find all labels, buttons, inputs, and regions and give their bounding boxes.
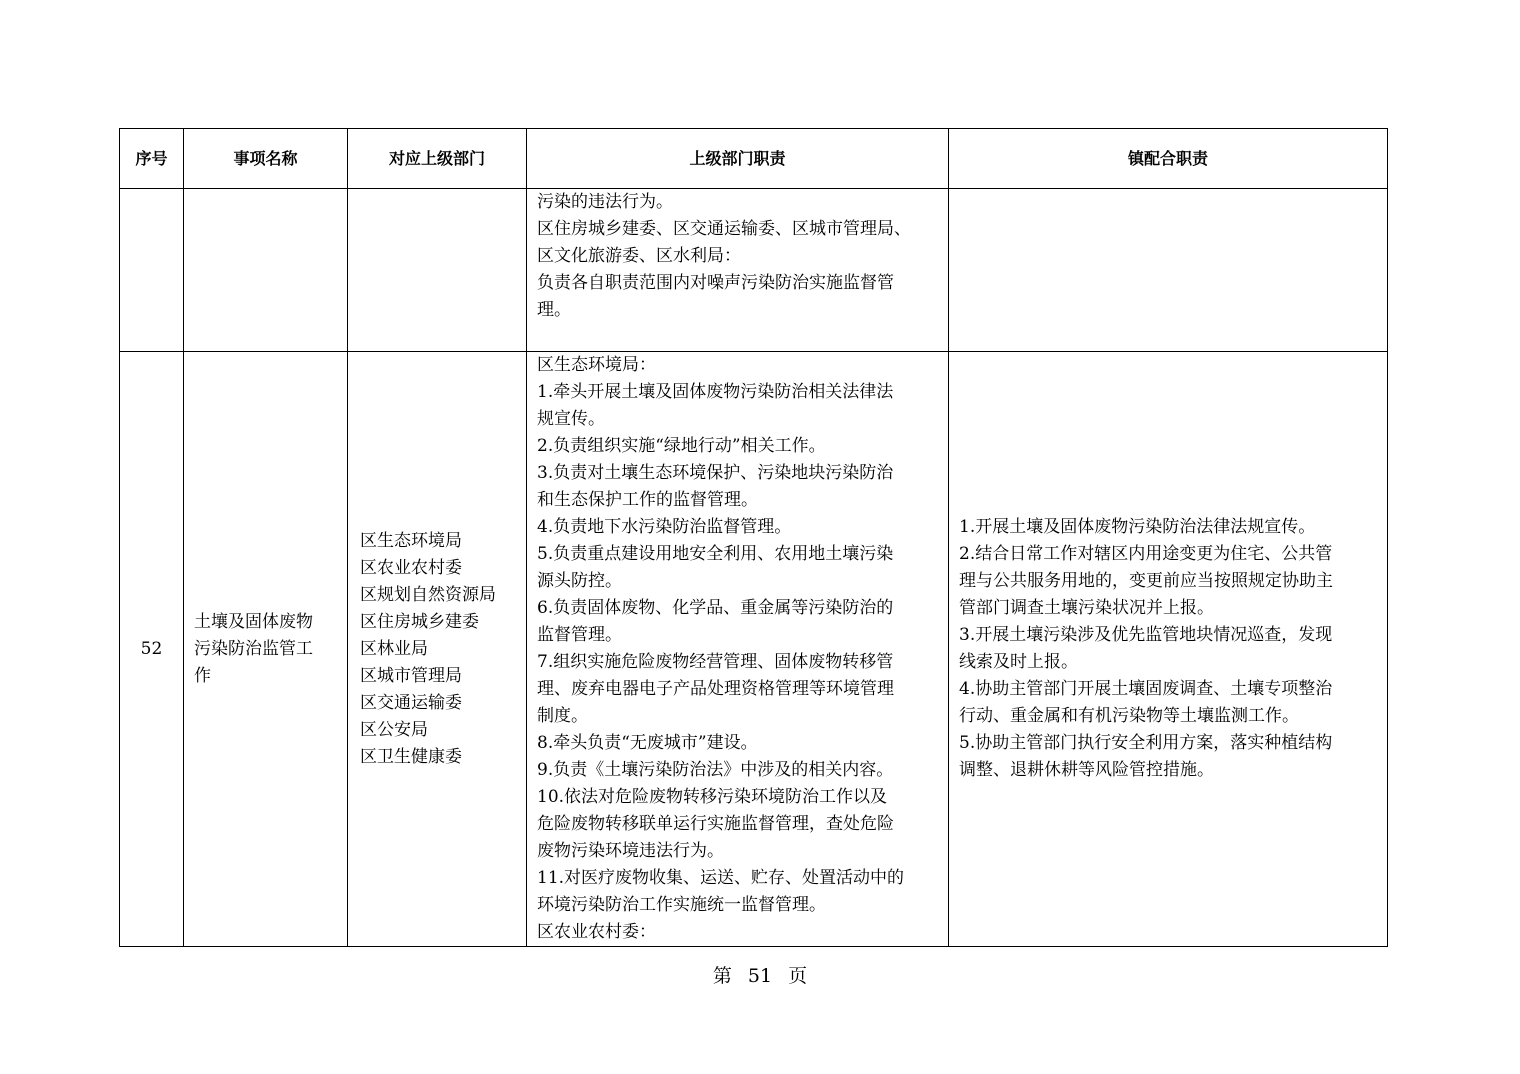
text-line: 2.结合日常工作对辖区内用途变更为住宅、公共管 bbox=[959, 544, 1333, 564]
text-line: 制度。 bbox=[537, 706, 588, 726]
page-suffix: 页 bbox=[788, 965, 808, 987]
header-town-duties: 镇配合职责 bbox=[949, 129, 1388, 189]
header-superior-department: 对应上级部门 bbox=[348, 129, 527, 189]
table-row bbox=[120, 352, 1388, 947]
text-line: 和生态保护工作的监督管理。 bbox=[537, 490, 758, 510]
text-line: 危险废物转移联单运行实施监督管理，查处危险 bbox=[537, 814, 894, 834]
seq-cell: 52 bbox=[120, 352, 184, 947]
page-number: 51 bbox=[747, 965, 773, 987]
text-line: 负责各自职责范围内对噪声污染防治实施监督管 bbox=[537, 273, 894, 293]
text-line: 3.开展土壤污染涉及优先监管地块情况巡查，发现 bbox=[959, 625, 1333, 645]
text-line: 5.负责重点建设用地安全利用、农用地土壤污染 bbox=[537, 544, 894, 564]
text-line: 区农业农村委： bbox=[537, 922, 656, 942]
town-duties-lines bbox=[949, 514, 1387, 784]
text-line: 区农业农村委 bbox=[360, 557, 462, 578]
text-line: 区公安局 bbox=[360, 719, 428, 740]
text-line: 9.负责《土壤污染防治法》中涉及的相关内容。 bbox=[537, 760, 894, 780]
item-name-cell bbox=[184, 352, 348, 947]
text-line: 废物污染环境违法行为。 bbox=[537, 841, 724, 861]
text-line: 污染的违法行为。 bbox=[537, 192, 673, 212]
text-line: 1.牵头开展土壤及固体废物污染防治相关法律法 bbox=[537, 382, 894, 402]
text-line: 环境污染防治工作实施统一监督管理。 bbox=[537, 895, 826, 915]
text-line: 土壤及固体废物 bbox=[194, 611, 313, 632]
text-line: 10.依法对危险废物转移污染环境防治工作以及 bbox=[537, 787, 888, 807]
duty-table bbox=[119, 128, 1388, 947]
text-line: 4.负责地下水污染防治监督管理。 bbox=[537, 517, 792, 537]
superior-duties-lines bbox=[527, 189, 948, 324]
header-superior-duties: 上级部门职责 bbox=[527, 129, 949, 189]
superior-duties-cell bbox=[527, 352, 949, 947]
text-line: 1.开展土壤及固体废物污染防治法律法规宣传。 bbox=[959, 517, 1316, 537]
department-lines bbox=[348, 528, 526, 771]
text-line: 污染防治监管工 bbox=[194, 638, 313, 659]
text-line: 8.牵头负责“无废城市”建设。 bbox=[537, 733, 758, 753]
text-line: 区生态环境局 bbox=[360, 530, 462, 551]
table-row bbox=[120, 189, 1388, 352]
text-line: 调整、退耕休耕等风险管控措施。 bbox=[959, 760, 1214, 780]
text-line: 区交通运输委 bbox=[360, 692, 462, 713]
text-line: 2.负责组织实施“绿地行动”相关工作。 bbox=[537, 436, 826, 456]
department-cell bbox=[348, 352, 527, 947]
text-line: 区住房城乡建委 bbox=[360, 611, 479, 632]
text-line: 线索及时上报。 bbox=[959, 652, 1078, 672]
text-line: 5.协助主管部门执行安全利用方案，落实种植结构 bbox=[959, 733, 1333, 753]
superior-duties-cell bbox=[527, 189, 949, 352]
text-line: 理、废弃电器电子产品处理资格管理等环境管理 bbox=[537, 679, 894, 699]
text-line: 区生态环境局： bbox=[537, 355, 656, 375]
page-prefix: 第 bbox=[712, 965, 732, 987]
text-line: 区住房城乡建委、区交通运输委、区城市管理局、 bbox=[537, 219, 911, 239]
seq-cell bbox=[120, 189, 184, 352]
text-line: 规宣传。 bbox=[537, 409, 605, 429]
text-line: 区规划自然资源局 bbox=[360, 584, 496, 605]
text-line: 3.负责对土壤生态环境保护、污染地块污染防治 bbox=[537, 463, 894, 483]
text-line: 理与公共服务用地的，变更前应当按照规定协助主 bbox=[959, 571, 1333, 591]
page-footer bbox=[0, 962, 1520, 990]
text-line: 区林业局 bbox=[360, 638, 428, 659]
header-item-name: 事项名称 bbox=[184, 129, 348, 189]
text-line: 区城市管理局 bbox=[360, 665, 462, 686]
text-line: 区文化旅游委、区水利局： bbox=[537, 246, 741, 266]
text-line: 理。 bbox=[537, 300, 571, 320]
table-header-row bbox=[120, 129, 1388, 189]
town-duties-cell bbox=[949, 352, 1388, 947]
text-line: 区卫生健康委 bbox=[360, 746, 462, 767]
text-line: 4.协助主管部门开展土壤固废调查、土壤专项整治 bbox=[959, 679, 1333, 699]
department-cell bbox=[348, 189, 527, 352]
text-line: 11.对医疗废物收集、运送、贮存、处置活动中的 bbox=[537, 868, 905, 888]
text-line: 作 bbox=[194, 665, 211, 686]
item-name-lines bbox=[184, 609, 347, 690]
superior-duties-lines bbox=[527, 352, 948, 946]
town-duties-cell bbox=[949, 189, 1388, 352]
text-line: 7.组织实施危险废物经营管理、固体废物转移管 bbox=[537, 652, 894, 672]
text-line: 行动、重金属和有机污染物等土壤监测工作。 bbox=[959, 706, 1299, 726]
item-name-cell bbox=[184, 189, 348, 352]
header-seq: 序号 bbox=[120, 129, 184, 189]
text-line: 监督管理。 bbox=[537, 625, 622, 645]
text-line: 6.负责固体废物、化学品、重金属等污染防治的 bbox=[537, 598, 894, 618]
text-line: 源头防控。 bbox=[537, 571, 622, 591]
text-line: 管部门调查土壤污染状况并上报。 bbox=[959, 598, 1214, 618]
